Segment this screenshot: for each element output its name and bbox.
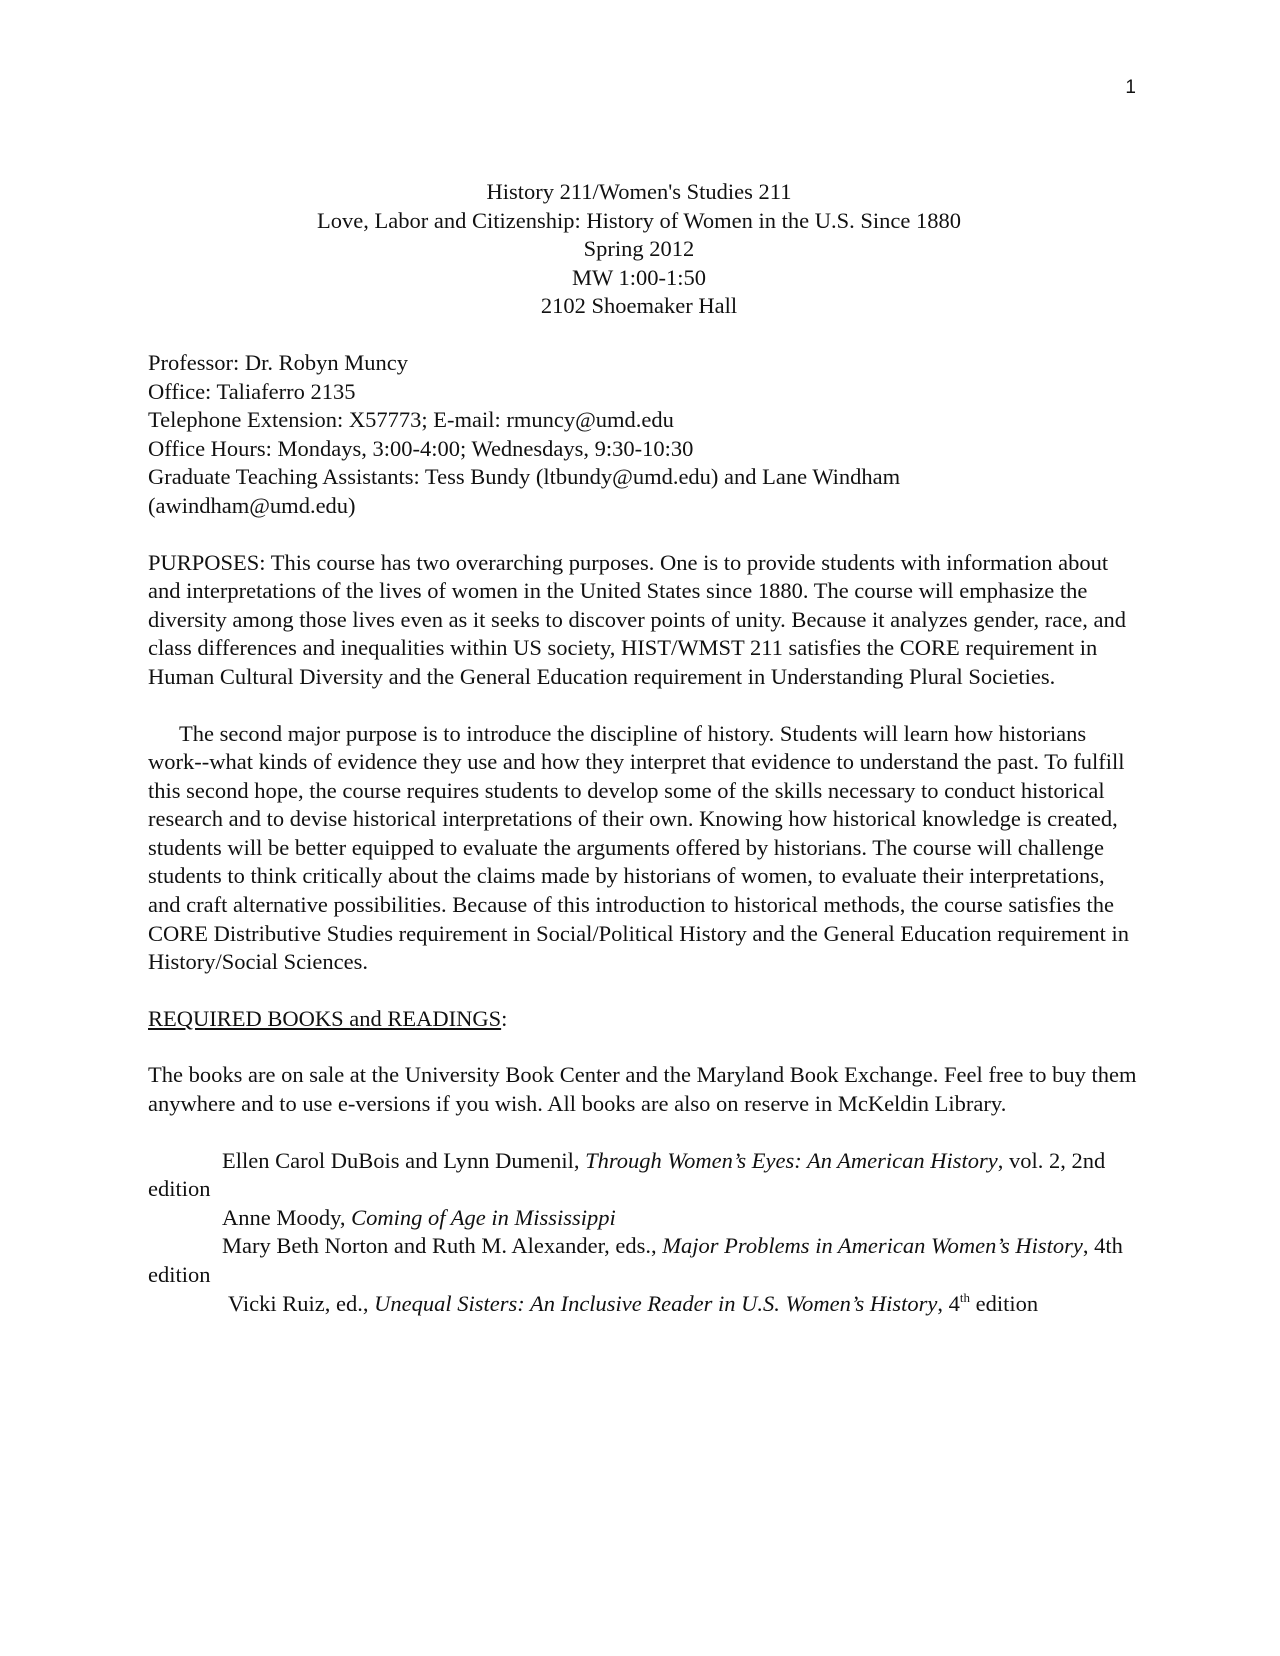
required-books-heading-text: REQUIRED BOOKS and READINGS (148, 1005, 502, 1031)
document-body (148, 178, 1138, 1318)
book-authors: Vicki Ruiz, ed., (228, 1290, 375, 1316)
book-item (148, 1232, 1138, 1289)
book-item (148, 1204, 1138, 1233)
book-suffix: , 4th edition (148, 1233, 1123, 1287)
book-title: Coming of Age in Mississippi (351, 1204, 616, 1230)
telephone-line: Telephone Extension: X57773; E-mail: rmuncy@umd.edu (148, 407, 674, 433)
course-term: Spring 2012 (583, 236, 695, 262)
course-header (148, 178, 1130, 321)
book-suffix: , 4 (937, 1290, 960, 1316)
purposes-paragraph-1: PURPOSES: This course has two overarching purposes. One is to provide students with information about and interpretations of the lives of women in the United States since 1880. The course will emphasize the diversity among those lives even as it seeks to discover points of unity. Because it analyzes gender, race, and class differences and inequalities within US society, HIST/WMST 211 satisfies the CORE requirement in Human Cultural Diversity and the General Education requirement in Understanding Plural Societies. (148, 549, 1126, 689)
required-books-heading-colon: : (501, 1005, 508, 1031)
course-location: 2102 Shoemaker Hall (540, 293, 738, 319)
course-title: Love, Labor and Citizenship: History of Women in the U.S. Since 1880 (317, 207, 961, 233)
office-line: Office: Taliaferro 2135 (148, 378, 356, 404)
course-time: MW 1:00-1:50 (572, 264, 706, 290)
tas-line: Graduate Teaching Assistants: Tess Bundy (ltbundy@umd.edu) and Lane Windham (148, 464, 901, 490)
book-authors: Anne Moody, (222, 1204, 352, 1230)
book-title: Major Problems in American Women’s History (662, 1233, 1083, 1259)
book-item (148, 1290, 1138, 1319)
office-hours-line: Office Hours: Mondays, 3:00-4:00; Wednesdays, 9:30-10:30 (148, 435, 694, 461)
book-authors: Mary Beth Norton and Ruth M. Alexander, eds., (222, 1233, 663, 1259)
required-books-heading (148, 1005, 1138, 1034)
page-number: 1 (1125, 77, 1136, 98)
tas-line-continued: (awindham@umd.edu) (148, 492, 356, 518)
book-title: Through Women’s Eyes: An American History (585, 1147, 998, 1173)
books-intro-paragraph: The books are on sale at the University Book Center and the Maryland Book Exchange. Feel free to buy them anywhere and to use e-versions if you wish. All books are also on reserve in McKeldin Library. (148, 1062, 1137, 1117)
book-item (148, 1147, 1138, 1204)
course-number: History 211/Women's Studies 211 (486, 179, 792, 204)
book-edition-superscript: th (959, 1289, 971, 1305)
professor-line: Professor: Dr. Robyn Muncy (148, 349, 408, 375)
book-title: Unequal Sisters: An Inclusive Reader in U.S. Women’s History (374, 1290, 938, 1316)
contact-info (148, 349, 1138, 521)
purposes-paragraph-2: The second major purpose is to introduce the discipline of history. Students will learn how historians work--what kinds of evidence they use and how they interpret that evidence to understand the past. To fulfill this second hope, the course requires students to develop some of the skills necessary to conduct historical research and to devise historical interpretations of their own. Knowing how historical knowledge is created, students will be better equipped to evaluate the arguments offered by historians. The course will challenge students to think critically about the claims made by historians of women, to evaluate their interpretations, and craft alternative possibilities. Because of this introduction to historical methods, the course satisfies the CORE Distributive Studies requirement in Social/Political History and the General Education requirement in History/Social Sciences. (148, 720, 1130, 975)
books-list (148, 1147, 1138, 1319)
book-authors: Ellen Carol DuBois and Lynn Dumenil, (222, 1147, 586, 1173)
book-suffix-continued: edition (970, 1290, 1039, 1316)
book-suffix: , vol. 2, 2nd edition (148, 1147, 1106, 1202)
